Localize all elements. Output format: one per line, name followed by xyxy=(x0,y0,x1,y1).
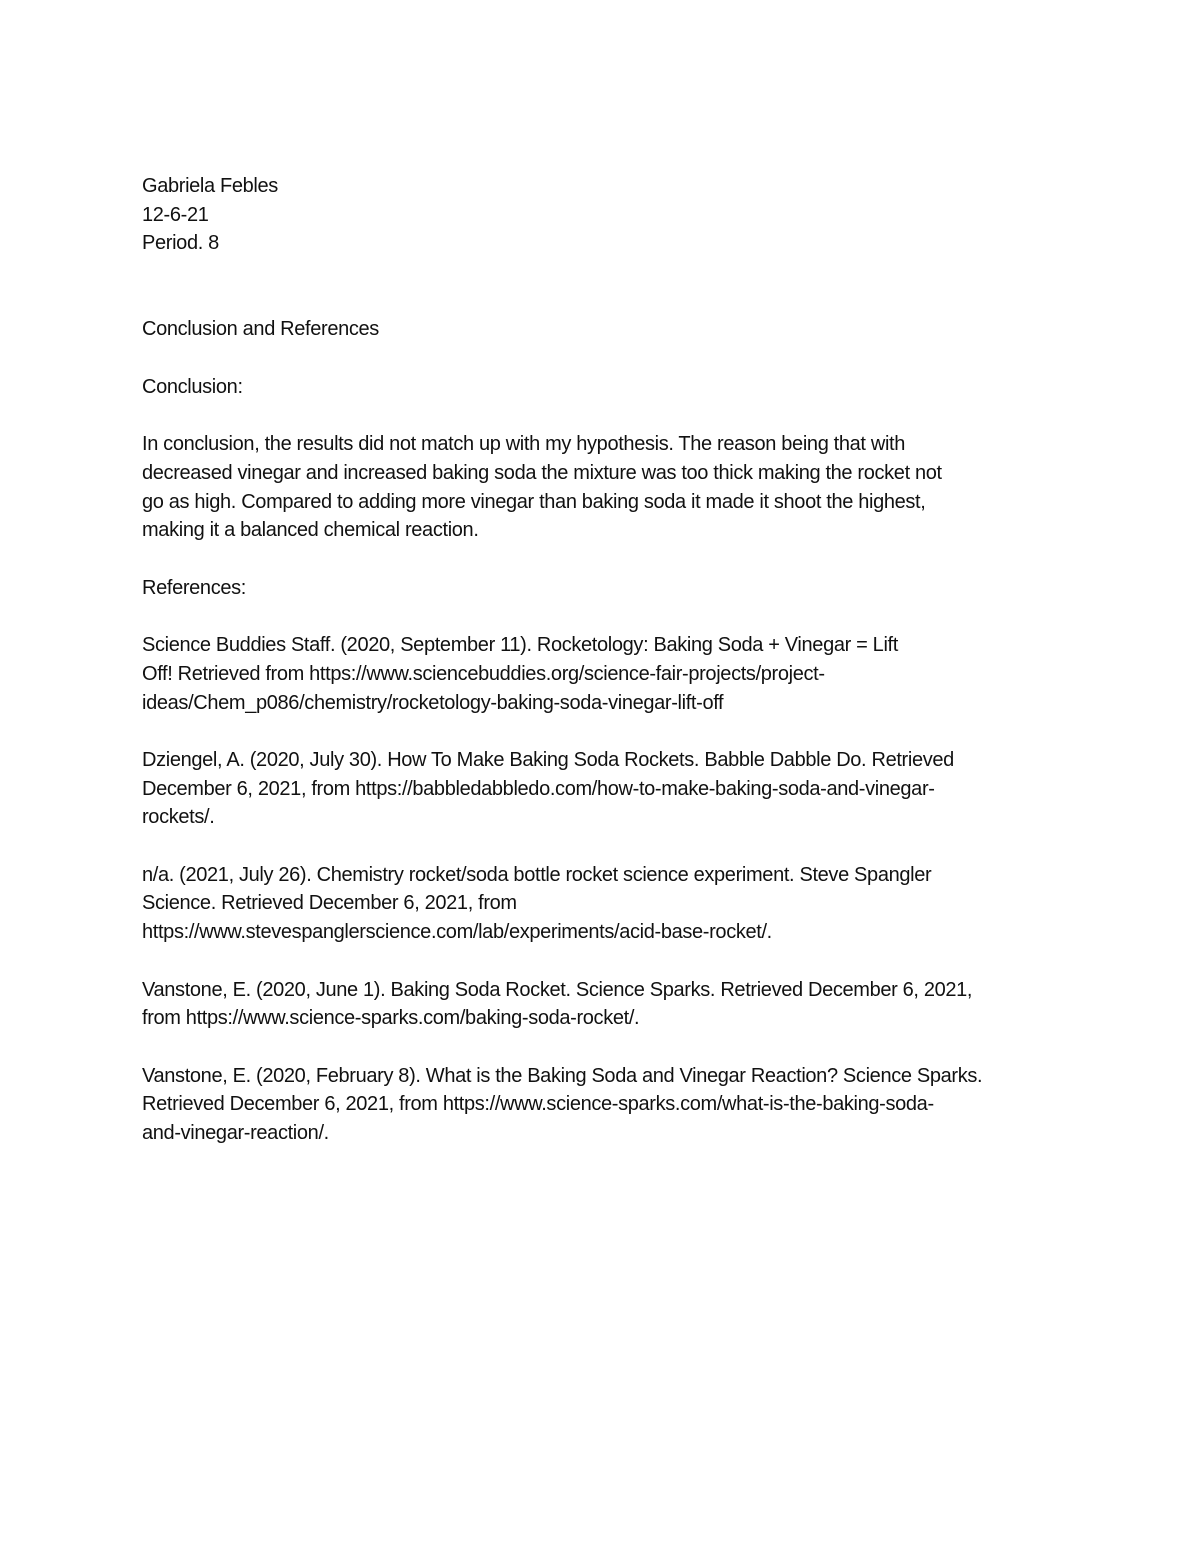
reference-line: n/a. (2021, July 26). Chemistry rocket/soda bottle rocket science experiment. Steve Spangler xyxy=(142,863,932,886)
reference-entry xyxy=(142,1062,1062,1148)
spacer xyxy=(142,1033,1062,1062)
paragraph-line: In conclusion, the results did not match up with my hypothesis. The reason being that with xyxy=(142,433,906,456)
reference-line: Science Buddies Staff. (2020, September 11). Rocketology: Baking Soda + Vinegar = Lift xyxy=(142,634,898,657)
paragraph-line: making it a balanced chemical reaction. xyxy=(142,519,479,542)
reference-line: and-vinegar-reaction/. xyxy=(142,1122,329,1145)
spacer xyxy=(142,258,1062,287)
spacer xyxy=(142,947,1062,976)
reference-entry xyxy=(142,976,1062,1033)
reference-line: Retrieved December 6, 2021, from https://www.science-sparks.com/what-is-the-baking-soda- xyxy=(142,1093,934,1116)
document-title: Conclusion and References xyxy=(142,318,379,341)
reference-line: from https://www.science-sparks.com/baking-soda-rocket/. xyxy=(142,1007,640,1030)
reference-entry xyxy=(142,631,1062,717)
spacer xyxy=(142,402,1062,431)
spacer xyxy=(142,602,1062,631)
reference-line: rockets/. xyxy=(142,806,215,829)
spacer xyxy=(142,832,1062,861)
spacer xyxy=(142,287,1062,316)
spacer xyxy=(142,344,1062,373)
reference-line: December 6, 2021, from https://babbledabbledo.com/how-to-make-baking-soda-and-vinegar- xyxy=(142,777,935,800)
date-line: 12-6-21 xyxy=(142,203,209,226)
paragraph-line: go as high. Compared to adding more vinegar than baking soda it made it shoot the highest, xyxy=(142,490,926,513)
spacer xyxy=(142,717,1062,746)
reference-entry xyxy=(142,746,1062,832)
document-body xyxy=(142,172,1062,1148)
references-heading: References: xyxy=(142,576,246,599)
author-name: Gabriela Febles xyxy=(142,175,278,197)
conclusion-heading: Conclusion: xyxy=(142,375,243,398)
reference-line: Science. Retrieved December 6, 2021, from xyxy=(142,892,517,915)
reference-line: Vanstone, E. (2020, June 1). Baking Soda Rocket. Science Sparks. Retrieved December 6, 2021, xyxy=(142,978,973,1001)
conclusion-paragraph xyxy=(142,430,1062,545)
reference-line: Dziengel, A. (2020, July 30). How To Make Baking Soda Rockets. Babble Dabble Do. Retrieved xyxy=(142,748,954,771)
paragraph-line: decreased vinegar and increased baking soda the mixture was too thick making the rocket not xyxy=(142,461,942,484)
reference-entry xyxy=(142,861,1062,947)
reference-line: ideas/Chem_p086/chemistry/rocketology-baking-soda-vinegar-lift-off xyxy=(142,691,724,714)
reference-line: Vanstone, E. (2020, February 8). What is the Baking Soda and Vinegar Reaction? Science Sparks. xyxy=(142,1064,983,1087)
reference-line: https://www.stevespanglerscience.com/lab/experiments/acid-base-rocket/. xyxy=(142,921,772,944)
reference-line: Off! Retrieved from https://www.sciencebuddies.org/science-fair-projects/project- xyxy=(142,662,825,685)
spacer xyxy=(142,545,1062,574)
period-line: Period. 8 xyxy=(142,232,219,255)
